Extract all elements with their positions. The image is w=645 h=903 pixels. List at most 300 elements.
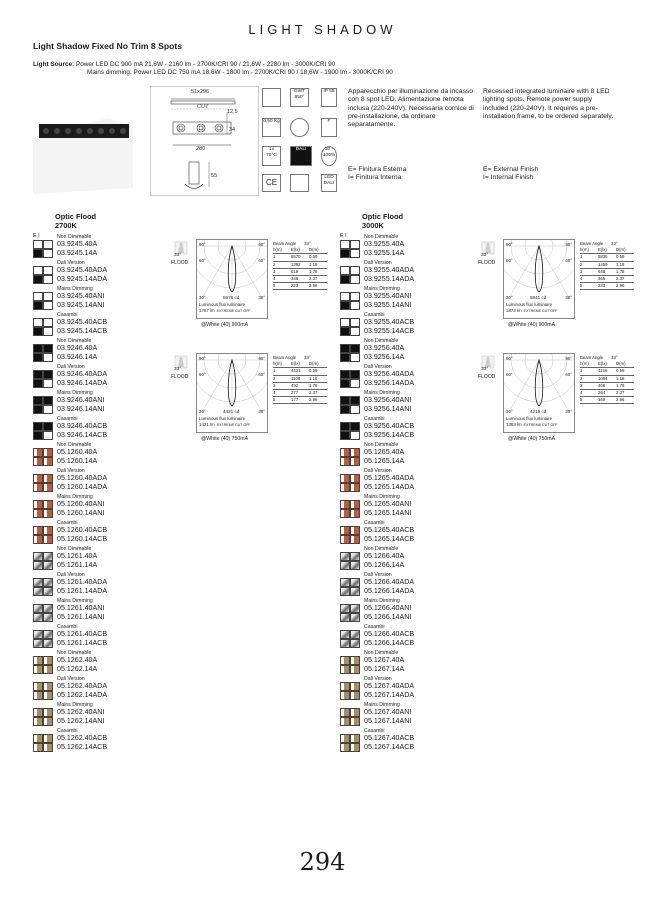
table-cell: 0.59	[309, 368, 318, 374]
finish-internal-swatch	[43, 483, 53, 492]
ce-icon: CE	[262, 174, 281, 192]
finish-internal-swatch	[43, 734, 53, 743]
finish-fill	[341, 423, 349, 430]
version-label: Dali Version	[364, 468, 392, 474]
finish-external-swatch	[340, 370, 350, 379]
finish-fill	[37, 527, 42, 534]
finish-fill	[37, 683, 42, 690]
finish-internal-swatch	[43, 682, 53, 691]
finish-fill	[354, 709, 359, 716]
table-cell: 1	[580, 368, 583, 374]
finish-internal-swatch	[350, 405, 360, 414]
light-source-label: Light Source:	[33, 61, 75, 68]
finish-internal-swatch	[43, 249, 53, 258]
finish-external-swatch	[340, 431, 350, 440]
finish-external-swatch	[340, 379, 350, 388]
table-cell: 1.78	[616, 268, 625, 274]
angle-label-90-right: 90°	[565, 242, 572, 247]
product-code: 03.9256.40ANI	[364, 396, 412, 404]
finish-fill	[344, 501, 349, 508]
product-code: 05.1261.40ADA	[57, 578, 108, 586]
finish-external-swatch	[33, 708, 43, 717]
finish-fill	[354, 484, 359, 491]
angle-label-30-left: 30°	[199, 409, 206, 414]
finish-external-swatch	[340, 448, 350, 457]
version-label: Dali Version	[57, 364, 85, 370]
finish-fill	[344, 449, 349, 456]
column-2700k	[33, 213, 333, 813]
finish-fill	[354, 475, 359, 482]
finish-external-swatch	[340, 578, 350, 587]
table-cell: 1	[580, 254, 583, 260]
version-label: Casambi	[57, 312, 78, 318]
angle-label-60-right: 60°	[565, 372, 572, 377]
version-label: Mains Dimming	[57, 390, 93, 396]
product-code: 03.9245.14A	[57, 249, 98, 257]
finish-external-swatch	[340, 344, 350, 353]
table-cell: 0.59	[616, 254, 625, 260]
finish-fill	[37, 449, 42, 456]
finish-internal-swatch	[350, 613, 360, 622]
version-label: Mains Dimming	[57, 598, 93, 604]
polar-diagram	[196, 353, 268, 433]
finish-internal-swatch	[43, 275, 53, 284]
finish-external-swatch	[340, 743, 350, 752]
photometric-table	[580, 355, 634, 404]
finish-external-swatch	[33, 743, 43, 752]
finish-internal-swatch	[43, 301, 53, 310]
finish-internal-swatch	[43, 708, 53, 717]
finish-internal-swatch	[350, 500, 360, 509]
product-code: 05.1261.40ACB	[57, 630, 108, 638]
finish-fill	[37, 501, 42, 508]
finish-external-swatch	[340, 665, 350, 674]
luminous-flux-value: 1872 lm	[506, 308, 522, 313]
finish-internal-swatch	[350, 587, 360, 596]
finish-fill	[354, 718, 359, 725]
finish-external-swatch	[340, 526, 350, 535]
finish-internal-swatch	[43, 665, 53, 674]
product-code: 05.1262.40A	[57, 656, 98, 664]
finish-fill	[344, 735, 349, 742]
table-header-cell: E(lx)	[291, 361, 300, 367]
photometric-table	[580, 241, 634, 290]
angle-label-30-right: 30°	[258, 295, 265, 300]
version-label: Casambi	[364, 416, 385, 422]
version-label: Casambi	[364, 624, 385, 630]
beam-angle-label: Beam Angle	[580, 355, 604, 360]
table-cell: 5	[580, 283, 583, 289]
product-code: 03.9246.14A	[57, 353, 98, 361]
product-code: 03.9246.14ACB	[57, 431, 108, 439]
table-cell: 2.37	[616, 276, 625, 282]
polar-diagram	[503, 353, 575, 433]
page-number: 294	[299, 848, 346, 876]
finish-internal-swatch	[43, 630, 53, 639]
flood-beam-value: 33°	[174, 253, 182, 258]
finish-fill	[354, 657, 359, 664]
table-row	[273, 276, 327, 283]
max-candela: 5841 cd	[530, 295, 547, 300]
product-code: 05.1260.14ANI	[57, 509, 105, 517]
table-header-cell: h(m)	[273, 247, 282, 253]
angle-label-90-left: 90°	[506, 356, 513, 361]
finish-external-swatch	[340, 422, 350, 431]
finish-legend-en	[483, 166, 538, 183]
light-source-line2: Mains dimming: Power LED DC 750 mA 18,6W - 1800 lm - 2700K/CRI 90 / 18,6W - 1900 lm - 3000K/CRI 90	[87, 69, 393, 77]
version-label: Mains Dimming	[364, 390, 400, 396]
finish-fill	[344, 683, 349, 690]
finish-columns-label: E I	[340, 233, 347, 239]
flood-label: FLOOD	[478, 374, 496, 380]
finish-fill	[351, 397, 359, 404]
beam-angle-value: 33°	[304, 241, 311, 246]
version-label: Mains Dimming	[57, 702, 93, 708]
finish-fill	[47, 692, 52, 699]
product-code: 05.1261.40A	[57, 552, 98, 560]
luminous-flux-label: Luminous flux luminaire	[199, 416, 246, 421]
flood-label: FLOOD	[171, 374, 189, 380]
version-label: Dali Version	[364, 572, 392, 578]
finish-fill	[344, 692, 349, 699]
finish-fill	[44, 397, 52, 404]
finish-internal-swatch	[350, 483, 360, 492]
product-code: 05.1261.14ADA	[57, 587, 108, 595]
product-code: 03.9245.40ACB	[57, 318, 108, 326]
finish-external-swatch	[340, 708, 350, 717]
table-row	[273, 283, 327, 290]
table-cell: 169	[598, 397, 606, 403]
finish-fill	[344, 527, 349, 534]
finish-external-swatch	[340, 734, 350, 743]
product-code: 03.9246.40ANI	[57, 396, 105, 404]
version-label: Casambi	[364, 312, 385, 318]
product-code: 05.1266.40ACB	[364, 630, 415, 638]
table-cell: 4	[580, 276, 583, 282]
finish-fill	[47, 484, 52, 491]
finish-external-swatch	[33, 249, 43, 258]
finish-internal-swatch	[350, 691, 360, 700]
finish-internal-swatch	[43, 613, 53, 622]
angle-label-90-right: 90°	[258, 356, 265, 361]
product-code: 05.1260.40A	[57, 448, 98, 456]
angle-label-30-left: 30°	[506, 409, 513, 414]
finish-fill	[344, 718, 349, 725]
finish-external-swatch	[33, 535, 43, 544]
finish-internal-swatch	[43, 240, 53, 249]
flood-beam-value: 33°	[481, 253, 489, 258]
finish-fill	[37, 709, 42, 716]
angle-label-30-left: 30°	[506, 295, 513, 300]
finish-external-swatch	[340, 483, 350, 492]
table-header-row	[273, 361, 327, 368]
table-cell: 2.37	[309, 276, 318, 282]
finish-fill	[354, 683, 359, 690]
finish-fill	[44, 345, 52, 352]
finish-fill	[44, 423, 52, 430]
finish-internal-swatch	[350, 292, 360, 301]
product-photo	[33, 88, 133, 194]
finish-columns-label: E I	[33, 233, 40, 239]
finish-internal-swatch	[350, 353, 360, 362]
version-label: Non Dimmable	[57, 442, 92, 448]
table-cell: 2.37	[309, 390, 318, 396]
finish-fill	[354, 692, 359, 699]
finish-external-swatch	[33, 318, 43, 327]
angle-label-60-right: 60°	[258, 372, 265, 377]
table-header-cell: E(lx)	[598, 247, 607, 253]
version-label: Dali Version	[364, 260, 392, 266]
finish-external-swatch	[33, 370, 43, 379]
table-cell: 4	[580, 390, 583, 396]
table-row	[273, 368, 327, 375]
product-code: 05.1261.14ACB	[57, 639, 108, 647]
finish-external-swatch	[33, 275, 43, 284]
finish-internal-swatch	[350, 656, 360, 665]
product-code: 05.1265.40ANI	[364, 500, 412, 508]
product-code: 05.1262.40ANI	[57, 708, 105, 716]
finish-internal-swatch	[350, 344, 360, 353]
table-cell: 2.96	[309, 283, 318, 289]
product-code: 03.9256.14A	[364, 353, 405, 361]
finish-internal-swatch	[350, 604, 360, 613]
finish-fill	[351, 423, 359, 430]
table-cell: 5835	[598, 254, 608, 260]
product-code: 03.9255.14ACB	[364, 327, 415, 335]
product-code: 05.1265.40ADA	[364, 474, 415, 482]
cutoff-label: EXTREME CUT OFF	[216, 309, 251, 313]
dim-width: 280	[196, 146, 206, 152]
finish-internal-swatch	[43, 266, 53, 275]
table-header-row	[580, 361, 634, 368]
f-mark-icon: F	[321, 118, 337, 137]
finish-internal-swatch	[350, 370, 360, 379]
finish-internal-swatch	[350, 396, 360, 405]
finish-internal-swatch	[350, 422, 360, 431]
finish-fill	[47, 709, 52, 716]
finish-internal-it: I= Finitura Interna	[348, 174, 402, 182]
finish-external-swatch	[33, 474, 43, 483]
table-header-cell: h(m)	[580, 247, 589, 253]
product-code: 05.1260.40ANI	[57, 500, 105, 508]
table-cell: 177	[291, 397, 299, 403]
technical-drawing	[150, 86, 259, 196]
version-label: Mains Dimming	[364, 702, 400, 708]
photometry-caption: @White (40) 750mA	[508, 436, 556, 442]
recessed-icon	[262, 88, 281, 107]
table-cell: 264	[598, 390, 606, 396]
finish-fill	[37, 692, 42, 699]
finish-internal-swatch	[43, 353, 53, 362]
finish-external-swatch	[340, 552, 350, 561]
table-cell: 5	[580, 397, 583, 403]
table-cell: 4	[273, 276, 276, 282]
product-code: 03.9255.40ACB	[364, 318, 415, 326]
finish-fill	[344, 458, 349, 465]
product-code: 03.9245.14ANI	[57, 301, 105, 309]
finish-external-swatch	[33, 682, 43, 691]
table-header-cell: D(m)	[616, 247, 626, 253]
finish-external-swatch	[33, 457, 43, 466]
product-code: 03.9256.40ACB	[364, 422, 415, 430]
finish-internal-swatch	[350, 561, 360, 570]
finish-internal-swatch	[350, 431, 360, 440]
finish-internal-swatch	[350, 266, 360, 275]
version-label: Non Dimmable	[57, 546, 92, 552]
version-label: Non Dimmable	[57, 338, 92, 344]
angle-label-30-right: 30°	[565, 295, 572, 300]
product-code: 03.9246.40ADA	[57, 370, 108, 378]
table-cell: 1.18	[616, 261, 625, 267]
product-code: 05.1265.14ACB	[364, 535, 415, 543]
angle-label-60-left: 60°	[506, 372, 513, 377]
finish-fill	[37, 458, 42, 465]
product-code: 05.1260.14ADA	[57, 483, 108, 491]
product-code: 05.1265.40A	[364, 448, 405, 456]
table-cell: 365	[598, 276, 606, 282]
finish-fill	[37, 735, 42, 742]
finish-internal-swatch	[43, 327, 53, 336]
table-cell: 4431	[291, 368, 301, 374]
table-cell: 1.18	[616, 375, 625, 381]
finish-external-swatch	[33, 344, 43, 353]
finish-external-swatch	[33, 379, 43, 388]
angle-label-60-right: 60°	[565, 258, 572, 263]
table-cell: 1.18	[309, 375, 318, 381]
table-cell: 2	[580, 375, 583, 381]
finish-external-it: E= Finitura Esterna	[348, 166, 407, 173]
product-code: 05.1262.14ADA	[57, 691, 108, 699]
finish-internal-swatch	[350, 301, 360, 310]
angle-label-60-right: 60°	[258, 258, 265, 263]
finish-fill	[34, 345, 42, 352]
finish-external-swatch	[33, 500, 43, 509]
table-cell: 0.59	[616, 368, 625, 374]
finish-internal-swatch	[350, 509, 360, 518]
angle-label-30-right: 30°	[565, 409, 572, 414]
table-cell: 2.37	[616, 390, 625, 396]
finish-internal-swatch	[43, 509, 53, 518]
finish-external-swatch	[340, 327, 350, 336]
table-cell: 5570	[291, 254, 301, 260]
finish-external-swatch	[340, 691, 350, 700]
dimming-range-icon: 30 - 100%	[321, 146, 337, 166]
table-header-row	[273, 247, 327, 254]
table-cell: 468	[598, 382, 606, 388]
product-code: 05.1260.14A	[57, 457, 98, 465]
product-code: 05.1261.40ANI	[57, 604, 105, 612]
angle-label-90-right: 90°	[565, 356, 572, 361]
finish-external-swatch	[33, 639, 43, 648]
table-cell: 1.78	[309, 268, 318, 274]
finish-fill	[344, 744, 349, 751]
dim-side: 12,5	[227, 109, 238, 115]
table-row	[580, 397, 634, 404]
luminous-flux-value: 1787 lm	[199, 308, 215, 313]
finish-fill	[344, 666, 349, 673]
table-cell: 492	[291, 382, 299, 388]
finish-internal-swatch	[350, 240, 360, 249]
finish-external-swatch	[33, 587, 43, 596]
table-row	[580, 269, 634, 276]
finish-external-swatch	[340, 266, 350, 275]
product-code: 05.1265.14ADA	[364, 483, 415, 491]
finish-internal-swatch	[43, 292, 53, 301]
finish-internal-swatch	[43, 431, 53, 440]
table-cell: 3	[273, 382, 276, 388]
finish-fill	[47, 683, 52, 690]
finish-internal-en: I= Internal Finish	[483, 174, 534, 182]
product-code: 05.1267.40ACB	[364, 734, 415, 742]
table-cell: 1108	[291, 375, 301, 381]
angle-label-90-left: 90°	[506, 242, 513, 247]
version-label: Mains Dimming	[57, 286, 93, 292]
product-code: 05.1267.14A	[364, 665, 405, 673]
table-cell: 3	[580, 268, 583, 274]
product-code: 05.1266.14A	[364, 561, 405, 569]
photometry-caption: @White (40) 900mA	[508, 322, 556, 328]
flood-beam-value: 33°	[174, 367, 182, 372]
table-cell: 1.18	[309, 261, 318, 267]
finish-internal-swatch	[43, 535, 53, 544]
luminous-flux-row	[506, 308, 558, 314]
version-label: Casambi	[57, 416, 78, 422]
finish-external-swatch	[33, 327, 43, 336]
column-cct: 2700K	[55, 221, 77, 230]
polar-diagram	[503, 239, 575, 319]
finish-fill	[37, 666, 42, 673]
finish-external-swatch	[33, 717, 43, 726]
table-cell: 2	[273, 261, 276, 267]
finish-internal-swatch	[350, 708, 360, 717]
product-code: 03.9245.40A	[57, 240, 98, 248]
table-cell: 648	[598, 268, 606, 274]
dali-icon: DALI	[290, 146, 312, 166]
finish-external-swatch	[340, 292, 350, 301]
product-code: 05.1260.40ACB	[57, 526, 108, 534]
finish-internal-swatch	[350, 535, 360, 544]
table-cell: 223	[291, 283, 299, 289]
table-cell: 348	[291, 276, 299, 282]
table-row	[273, 383, 327, 390]
table-cell: 0.59	[309, 254, 318, 260]
finish-fill	[47, 657, 52, 664]
finish-external-swatch	[33, 422, 43, 431]
finish-internal-swatch	[43, 344, 53, 353]
finish-fill	[354, 744, 359, 751]
finish-external-swatch	[340, 275, 350, 284]
product-code: 05.1261.14ANI	[57, 613, 105, 621]
finish-external-swatch	[340, 604, 350, 613]
finish-external-en: E= External Finish	[483, 166, 539, 173]
product-code: 03.9256.14ACB	[364, 431, 415, 439]
finish-external-swatch	[340, 656, 350, 665]
finish-external-swatch	[33, 431, 43, 440]
finish-internal-swatch	[43, 457, 53, 466]
finish-internal-swatch	[43, 396, 53, 405]
version-label: Casambi	[57, 728, 78, 734]
finish-internal-swatch	[350, 682, 360, 691]
product-code: 05.1267.14ADA	[364, 691, 415, 699]
cutoff-label: EXTREME CUT OFF	[523, 423, 558, 427]
finish-external-swatch	[33, 630, 43, 639]
table-cell: 2.96	[616, 397, 625, 403]
finish-fill	[47, 449, 52, 456]
finish-internal-swatch	[43, 578, 53, 587]
version-label: Dali Version	[364, 676, 392, 682]
finish-internal-swatch	[350, 743, 360, 752]
finish-internal-swatch	[43, 500, 53, 509]
